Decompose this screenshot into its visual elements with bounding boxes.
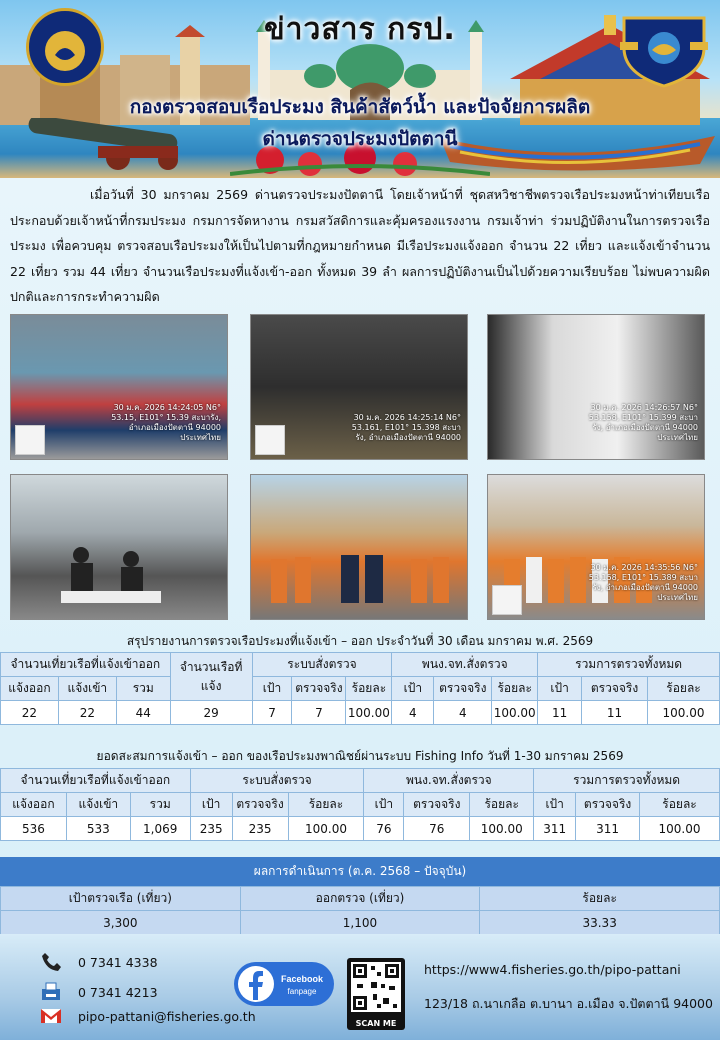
phone-number[interactable]: 0 7341 4338 bbox=[78, 954, 158, 970]
table-cell: 11 bbox=[538, 701, 582, 725]
photo-crew-group bbox=[487, 474, 705, 620]
daily-report-caption: สรุปรายงานการตรวจเรือประมงที่แจ้งเข้า – ออก ประจำวันที่ 30 เดือน มกราคม พ.ศ. 2569 bbox=[126, 634, 594, 648]
subheader: ร้อยละ bbox=[346, 677, 392, 701]
photo-net-hold bbox=[250, 314, 468, 460]
subheader: ตรวจจริง bbox=[434, 677, 492, 701]
fishery-inspection-logo bbox=[618, 8, 710, 88]
subheader: แจ้งออก bbox=[1, 793, 67, 817]
table-cell: 76 bbox=[364, 817, 404, 841]
header-target-trips: เป้าตรวจเรือ (เที่ยว) bbox=[1, 887, 241, 911]
subheader: ร้อยละ bbox=[470, 793, 534, 817]
subheader: ตรวจจริง bbox=[582, 677, 648, 701]
subheader: รวม bbox=[130, 793, 190, 817]
table-cell: 7 bbox=[252, 701, 292, 725]
table-cell: 100.00 bbox=[492, 701, 538, 725]
table-cell: 7 bbox=[292, 701, 346, 725]
news-paragraph: เมื่อวันที่ 30 มกราคม 2569 ด่านตรวจประมงปัตตานี โดยเจ้าหน้าที่ ชุดสหวิชาชีพตรวจเรือประมงหน้าท่าเทียบเรือ ประกอบด้วยเจ้าหน้าที่กรมประมง กรมการจัดหางาน กรมสวัสดิการและคุ้มครองแรงงาน กรมเจ้าท่า ร่วมปฏิบัติงานในการตรวจเรือประมง เพื่อควบคุม ตรวจสอบเรือประมงให้เป็นไปตามที่กฎหมายกำหนด มีเรือประมงแจ้งออก จำนวน 22 เที่ยว และแจ้งเข้าจำนวน 22 เที่ยว รวม 44 เที่ยว จำนวนเรือประมงที่แจ้งเข้า-ออก ทั้งหมด 39 ลำ ผลการปฏิบัติงานเป็นไปด้วยความเรียบร้อย ไม่พบความผิดปกติและการกระทำความผิด bbox=[10, 187, 710, 304]
qr-code[interactable] bbox=[347, 958, 405, 1030]
gmail-icon bbox=[40, 1006, 62, 1026]
table-cell: 44 bbox=[116, 701, 170, 725]
table-cell: 76 bbox=[404, 817, 470, 841]
photo-timestamp: 30 ม.ค. 2026 14:24:05 N6° 53.15, E101° 15.39 สะบารัง, อำเภอเมืองปัตตานี 94000 ประเทศไทย bbox=[111, 403, 221, 442]
subheader: เป้า bbox=[252, 677, 292, 701]
header-total-check: รวมการตรวจทั้งหมด bbox=[534, 769, 720, 793]
table-cell: 4 bbox=[434, 701, 492, 725]
table-row bbox=[1, 817, 720, 841]
header-banner bbox=[0, 0, 720, 178]
results-heading: ผลการดำเนินการ (ต.ค. 2568 – ปัจจุบัน) bbox=[0, 857, 720, 886]
checkpoint-title: ด่านตรวจประมงปัตตานี bbox=[262, 128, 458, 150]
subheader: แจ้งเข้า bbox=[58, 677, 116, 701]
map-thumbnail bbox=[15, 425, 45, 455]
map-thumbnail bbox=[255, 425, 285, 455]
header-officer-check: พนง.จท.สั่งตรวจ bbox=[364, 769, 534, 793]
subheader: ร้อยละ bbox=[288, 793, 364, 817]
subheader: เป้า bbox=[190, 793, 232, 817]
contact-fax bbox=[40, 982, 158, 1002]
table-cell: 1,100 bbox=[240, 911, 480, 935]
table-cell: 235 bbox=[190, 817, 232, 841]
photo-crew-lineup bbox=[250, 474, 468, 620]
facebook-fanpage-badge[interactable] bbox=[234, 962, 334, 1006]
fax-number[interactable]: 0 7341 4213 bbox=[78, 984, 158, 1000]
subheader: ร้อยละ bbox=[640, 793, 720, 817]
header-boats: จำนวนเรือที่แจ้ง bbox=[170, 653, 252, 701]
officers-illustration bbox=[21, 545, 219, 605]
subheader: รวม bbox=[116, 677, 170, 701]
qr-pattern bbox=[351, 962, 401, 1012]
photo-timestamp: 30 ม.ค. 2026 14:26:57 N6° 53.158, E101° 15.399 สะบารัง, อำเภอเมืองปัตตานี 94000 ประเทศไทย bbox=[588, 403, 698, 442]
table-cell: 100.00 bbox=[470, 817, 534, 841]
phone-icon bbox=[40, 952, 62, 972]
table-cell: 533 bbox=[66, 817, 130, 841]
table-cell: 3,300 bbox=[1, 911, 241, 935]
subheader: ร้อยละ bbox=[492, 677, 538, 701]
subheader: เป้า bbox=[364, 793, 404, 817]
results-table bbox=[0, 886, 720, 935]
website-link[interactable]: https://www4.fisheries.go.th/pipo-pattani bbox=[424, 962, 681, 977]
table-cell: 536 bbox=[1, 817, 67, 841]
table-cell: 1,069 bbox=[130, 817, 190, 841]
office-address: 123/18 ถ.นาเกลือ ต.บานา อ.เมือง จ.ปัตตานี 94000 bbox=[424, 996, 713, 1011]
fb-label: Facebook bbox=[280, 974, 324, 984]
crew-illustration bbox=[261, 545, 459, 605]
table-cell: 100.00 bbox=[640, 817, 720, 841]
subheader: ร้อยละ bbox=[648, 677, 720, 701]
table-cell: 100.00 bbox=[346, 701, 392, 725]
subheader: เป้า bbox=[534, 793, 576, 817]
table-row bbox=[1, 911, 720, 935]
photo-timestamp: 30 ม.ค. 2026 14:35:56 N6° 53.158, E101° 15.389 สะบารัง, อำเภอเมืองปัตตานี 94000 ประเทศไทย bbox=[588, 563, 698, 602]
department-of-fisheries-logo bbox=[26, 8, 104, 86]
daily-report-table bbox=[0, 652, 720, 725]
table-cell: 100.00 bbox=[288, 817, 364, 841]
table-cell: 22 bbox=[1, 701, 59, 725]
subheader: เป้า bbox=[392, 677, 434, 701]
division-title: กองตรวจสอบเรือประมง สินค้าสัตว์น้ำ และปัจจัยการผลิต bbox=[129, 96, 591, 118]
map-thumbnail bbox=[492, 585, 522, 615]
contact-email bbox=[40, 1006, 256, 1026]
photo-timestamp: 30 ม.ค. 2026 14:25:14 N6° 53.161, E101° 15.398 สะบารัง, อำเภอเมืองปัตตานี 94000 bbox=[351, 413, 461, 442]
header-trips: จำนวนเที่ยวเรือที่แจ้งเข้าออก bbox=[1, 653, 171, 677]
subheader: แจ้งเข้า bbox=[66, 793, 130, 817]
table-cell: 311 bbox=[576, 817, 640, 841]
table-cell: 33.33 bbox=[480, 911, 720, 935]
subheader: ตรวจจริง bbox=[292, 677, 346, 701]
table-cell: 311 bbox=[534, 817, 576, 841]
header-trips: จำนวนเที่ยวเรือที่แจ้งเข้าออก bbox=[1, 769, 191, 793]
qr-code-icon bbox=[351, 962, 401, 1012]
monthly-report-table bbox=[0, 768, 720, 841]
fax-icon bbox=[40, 982, 62, 1002]
subheader: ตรวจจริง bbox=[232, 793, 288, 817]
monthly-report-caption: ยอดสะสมการแจ้งเข้า – ออก ของเรือประมงพาณิชย์ผ่านระบบ Fishing Info วันที่ 1-30 มกราคม 2569 bbox=[96, 749, 624, 763]
scan-me-label: SCAN ME bbox=[355, 1019, 397, 1028]
seal-icon bbox=[29, 11, 101, 83]
news-title: ข่าวสาร กรป. bbox=[264, 12, 456, 47]
contact-phone bbox=[40, 952, 158, 972]
photo-ice-hold bbox=[487, 314, 705, 460]
table-cell: 4 bbox=[392, 701, 434, 725]
fb-sublabel: fanpage bbox=[287, 987, 317, 996]
subheader: แจ้งออก bbox=[1, 677, 59, 701]
header-total-check: รวมการตรวจทั้งหมด bbox=[538, 653, 720, 677]
table-cell: 235 bbox=[232, 817, 288, 841]
table-cell: 11 bbox=[582, 701, 648, 725]
header-officer-check: พนง.จท.สั่งตรวจ bbox=[392, 653, 538, 677]
table-cell: 29 bbox=[170, 701, 252, 725]
photo-document-check bbox=[10, 474, 228, 620]
photo-fishing-boat bbox=[10, 314, 228, 460]
table-cell: 100.00 bbox=[648, 701, 720, 725]
header-system-check: ระบบสั่งตรวจ bbox=[190, 769, 364, 793]
photo-grid bbox=[10, 314, 710, 622]
header-inspection-trips: ออกตรวจ (เที่ยว) bbox=[240, 887, 480, 911]
table-row bbox=[1, 701, 720, 725]
email-address[interactable]: pipo-pattani@fisheries.go.th bbox=[78, 1008, 256, 1024]
subheader: ตรวจจริง bbox=[576, 793, 640, 817]
table-cell: 22 bbox=[58, 701, 116, 725]
subheader: ตรวจจริง bbox=[404, 793, 470, 817]
header-percent: ร้อยละ bbox=[480, 887, 720, 911]
subheader: เป้า bbox=[538, 677, 582, 701]
header-system-check: ระบบสั่งตรวจ bbox=[252, 653, 392, 677]
